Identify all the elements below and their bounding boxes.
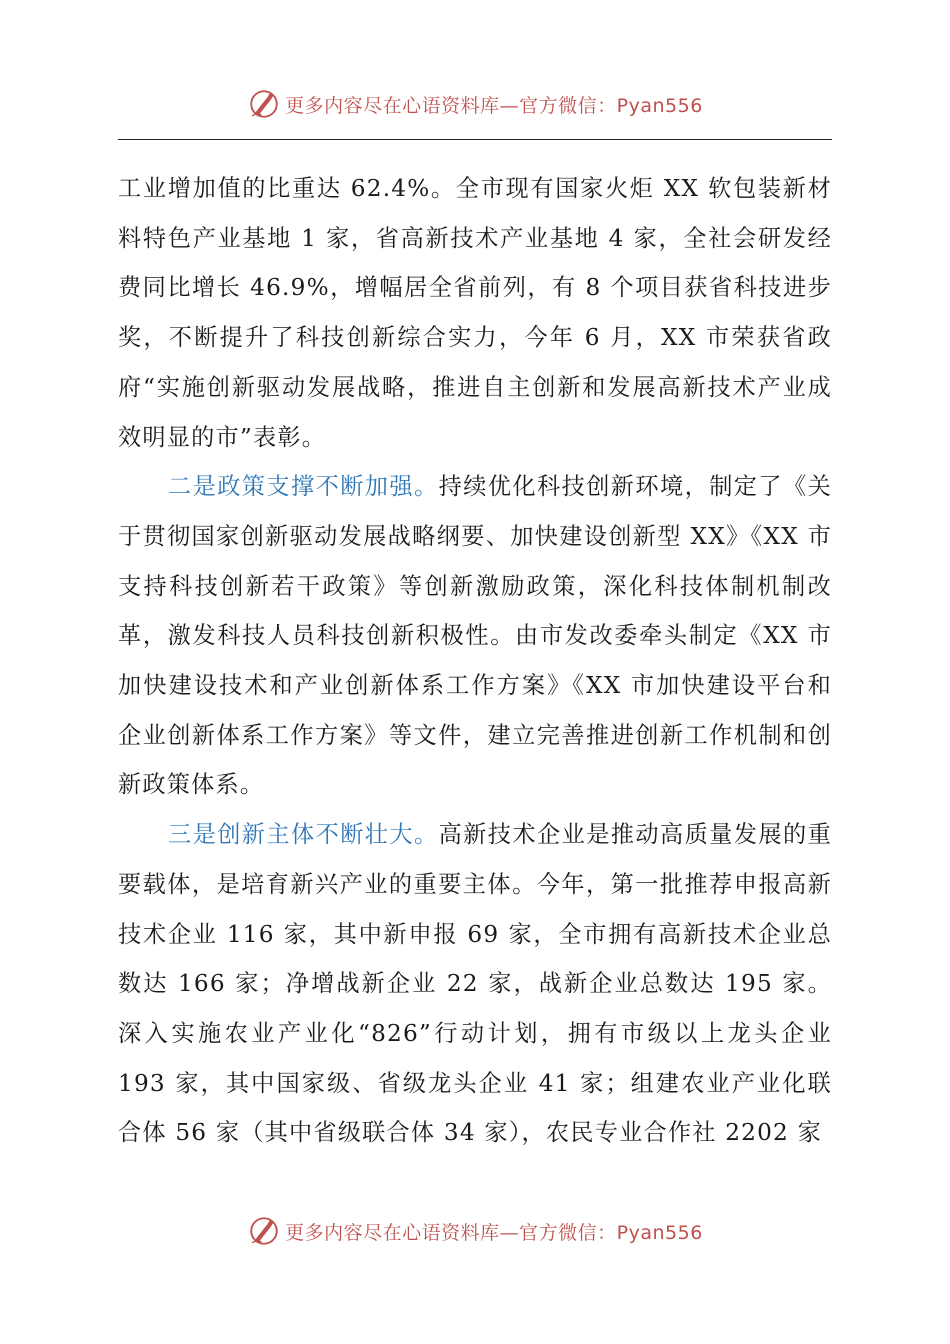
paragraph-1-text: 工业增加值的比重达 62.4%。全市现有国家火炬 XX 软包装新材料特色产业基地 1 家，省高新技术产业基地 4 家，全社会研发经费同比增长 46.9%，增幅居全省前列，有 8 个项目获省科技进步奖，不断提升了科技创新综合实力，今年 6 月，XX 市荣获省政府“实施创新驱动发展战略，推进自主创新和发展高新技术产业成效明显的市”表彰。: [118, 175, 832, 451]
watermark-text: 更多内容尽在心语资料库—官方微信：: [285, 94, 617, 117]
pen-logo-icon: [247, 87, 281, 121]
footer-watermark-wechat-id: Pyan556: [616, 1221, 703, 1244]
footer-watermark-text: 更多内容尽在心语资料库—官方微信：: [285, 1221, 617, 1244]
paragraph-2: [118, 462, 832, 810]
paragraph-3-lead: 三是创新主体不断壮大。: [168, 821, 439, 849]
watermark-wechat-id: Pyan556: [616, 94, 703, 117]
pen-logo-icon: [247, 1214, 281, 1248]
paragraph-2-text: 持续优化科技创新环境，制定了《关于贯彻国家创新驱动发展战略纲要、加快建设创新型 XX》《XX 市支持科技创新若干政策》等创新激励政策，深化科技体制机制改革，激发科技人员科技创新积极性。由市发改委牵头制定《XX 市加快建设技术和产业创新体系工作方案》《XX 市加快建设平台和企业创新体系工作方案》等文件，建立完善推进创新工作机制和创新政策体系。: [118, 473, 832, 799]
header-divider: [118, 139, 832, 140]
paragraph-3-text: 高新技术企业是推动高质量发展的重要载体，是培育新兴产业的重要主体。今年，第一批推荐申报高新技术企业 116 家，其中新申报 69 家，全市拥有高新技术企业总数达 166 家；净增战新企业 22 家，战新企业总数达 195 家。深入实施农业产业化“826”行动计划，拥有市级以上龙头企业 193 家，其中国家级、省级龙头企业 41 家；组建农业产业化联合体 56 家（其中省级联合体 34 家），农民专业合作社 2202 家: [118, 821, 832, 1147]
header-watermark: [0, 84, 950, 124]
paragraph-3: [118, 810, 832, 1158]
document-body: [118, 164, 832, 1158]
paragraph-1: [118, 164, 832, 462]
paragraph-2-lead: 二是政策支撑不断加强。: [168, 473, 439, 501]
footer-watermark: [0, 1211, 950, 1251]
